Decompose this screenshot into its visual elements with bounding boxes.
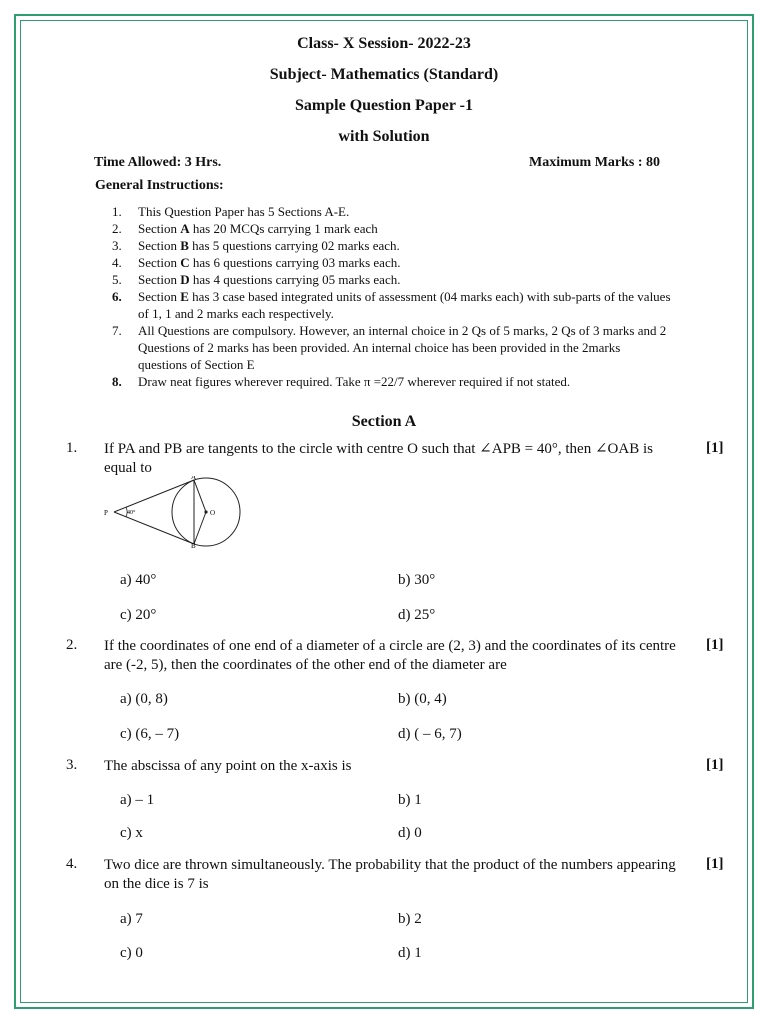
instruction-text: Section C has 6 questions carrying 03 marks each. xyxy=(138,255,401,270)
question-marks: [1] xyxy=(706,440,724,456)
instruction-text: Section B has 5 questions carrying 02 marks each. xyxy=(138,238,400,253)
instruction-item xyxy=(112,203,672,220)
question-text: Two dice are thrown simultaneously. The probability that the product of the numbers appearing on the dice is 7 is xyxy=(104,857,676,892)
instruction-item xyxy=(112,373,672,390)
option-b: b) (0, 4) xyxy=(398,691,447,707)
question-marks: [1] xyxy=(706,637,724,653)
option-a: a) (0, 8) xyxy=(120,691,168,707)
label-o: O xyxy=(210,509,216,517)
question-number: 1. xyxy=(66,440,78,456)
instruction-number: 3. xyxy=(112,238,122,253)
instruction-text: Section D has 4 questions carrying 05 marks each. xyxy=(138,272,401,287)
instruction-item xyxy=(112,237,672,254)
question-number: 2. xyxy=(66,637,78,653)
instruction-number: 2. xyxy=(112,221,122,236)
question-marks: [1] xyxy=(706,757,724,773)
section-heading: Section A xyxy=(351,413,417,430)
instruction-item xyxy=(112,288,672,322)
instruction-text: This Question Paper has 5 Sections A-E. xyxy=(138,204,350,219)
question-marks: [1] xyxy=(706,856,724,872)
option-d: d) ( – 6, 7) xyxy=(398,726,462,742)
instruction-number: 1. xyxy=(112,204,122,219)
option-d: d) 0 xyxy=(398,825,422,841)
instruction-item xyxy=(112,254,672,271)
option-c: c) x xyxy=(120,825,143,841)
instruction-number: 4. xyxy=(112,255,122,270)
option-d: d) 1 xyxy=(398,945,422,961)
instruction-text: Section E has 3 case based integrated units of assessment (04 marks each) with sub-parts of the values of 1, 1 and 2 marks each respectively. xyxy=(138,289,671,321)
question-text: The abscissa of any point on the x-axis is xyxy=(104,758,352,774)
option-b: b) 2 xyxy=(398,911,422,927)
label-p: P xyxy=(104,509,108,517)
instruction-number: 5. xyxy=(112,272,122,287)
instruction-text: Draw neat figures wherever required. Take π =22/7 wherever required if not stated. xyxy=(138,374,571,389)
centre-point xyxy=(204,510,207,513)
instructions-list xyxy=(112,203,672,390)
option-c: c) (6, – 7) xyxy=(120,726,180,742)
instruction-number: 6. xyxy=(112,289,122,304)
option-a: a) 7 xyxy=(120,911,143,927)
instruction-number: 8. xyxy=(112,374,122,389)
radius-oa xyxy=(194,480,206,512)
option-c: c) 20° xyxy=(120,607,157,623)
maximum-marks: Maximum Marks : 80 xyxy=(529,155,661,170)
time-allowed: Time Allowed: 3 Hrs. xyxy=(94,155,222,170)
class-session-heading: Class- X Session- 2022-23 xyxy=(297,35,471,52)
instruction-text: All Questions are compulsory. However, an internal choice in 2 Qs of 5 marks, 2 Qs of 3 marks and 2 Questions of 2 marks has been provided. An internal choice has been provided in the 2marks questions of Section E xyxy=(138,323,667,372)
instruction-number: 7. xyxy=(112,323,122,338)
label-b: B xyxy=(191,542,196,548)
radius-ob xyxy=(194,512,206,544)
option-b: b) 1 xyxy=(398,792,422,808)
instructions-title: General Instructions: xyxy=(95,178,224,193)
question-number: 3. xyxy=(66,757,78,773)
option-a: a) 40° xyxy=(120,572,157,588)
question-number: 4. xyxy=(66,856,78,872)
instruction-item xyxy=(112,271,672,288)
instruction-item xyxy=(112,322,672,373)
subject-heading: Subject- Mathematics (Standard) xyxy=(269,66,499,83)
question-text: If PA and PB are tangents to the circle with centre O such that ∠APB = 40°, then ∠OAB is equal to xyxy=(104,441,653,476)
tangent-circle-figure xyxy=(100,476,250,548)
label-a: A xyxy=(191,476,197,481)
instruction-item xyxy=(112,220,672,237)
paper-title: Sample Question Paper -1 xyxy=(295,97,473,114)
question-text: If the coordinates of one end of a diameter of a circle are (2, 3) and the coordinates of its centre are (-2, 5), then the coordinates of the other end of the diameter are xyxy=(104,638,676,673)
option-b: b) 30° xyxy=(398,572,436,588)
option-c: c) 0 xyxy=(120,945,143,961)
instruction-text: Section A has 20 MCQs carrying 1 mark each xyxy=(138,221,378,236)
label-angle: 40° xyxy=(127,510,136,516)
option-a: a) – 1 xyxy=(120,792,155,808)
option-d: d) 25° xyxy=(398,607,436,623)
solution-subtitle: with Solution xyxy=(338,128,430,145)
